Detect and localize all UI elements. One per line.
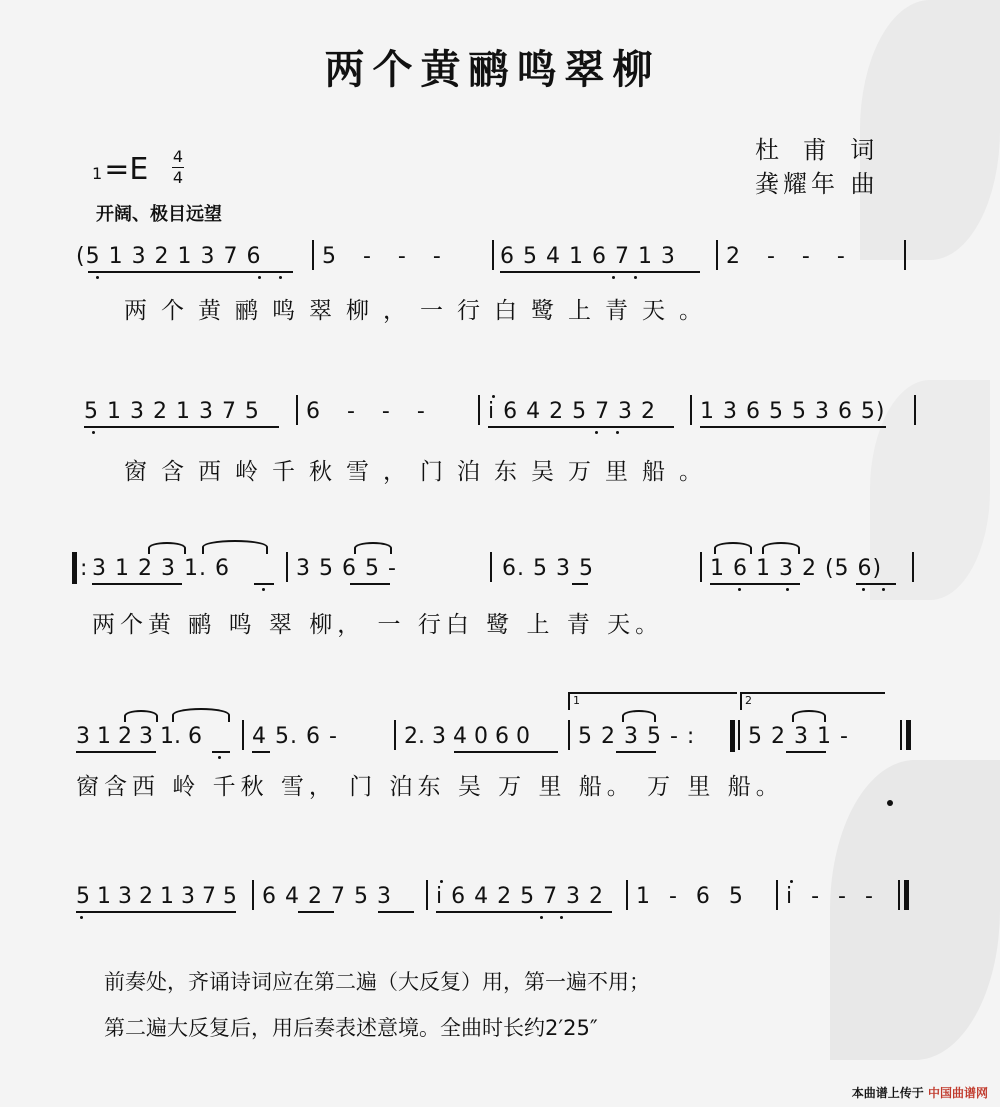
slur: [622, 710, 656, 722]
site-logo-text: 中国曲谱网: [927, 1086, 988, 1100]
measure-11: 6. 5 3 5: [502, 556, 594, 581]
final-barline: [898, 880, 900, 910]
underline-beam: [84, 426, 279, 428]
low-octave-dot: [540, 916, 543, 919]
high-octave-dot: [790, 880, 793, 883]
underline-beam: [700, 426, 886, 428]
barline: [568, 720, 570, 750]
low-octave-dot: [862, 588, 865, 591]
underline-beam: [76, 751, 156, 753]
barline: [490, 552, 492, 582]
low-octave-dot: [612, 276, 615, 279]
composer-credit: 龚耀年 曲: [755, 170, 879, 198]
slur: [354, 542, 392, 554]
underline-beam: [350, 583, 390, 585]
measure-2: 5 - - -: [322, 244, 451, 269]
slur: [714, 542, 752, 554]
measure-6: 6 - - -: [306, 399, 435, 424]
low-octave-dot: [595, 431, 598, 434]
slur: [172, 708, 230, 722]
repeat-end-barline: [730, 720, 735, 752]
slur: [124, 710, 158, 722]
slur: [202, 540, 268, 554]
underline-beam: [76, 911, 236, 913]
measure-9: 3 1 2 3 1. 6: [92, 556, 230, 581]
final-barline: [904, 880, 909, 910]
barline: [286, 552, 288, 582]
underline-beam: [572, 583, 588, 585]
slur: [792, 710, 826, 722]
underline-beam: [88, 271, 293, 273]
background-leaf-decoration: [870, 380, 990, 600]
lyrics-line-4: 窗含西 岭 千秋 雪， 门 泊东 吴 万 里 船。 万 里 船。: [76, 774, 784, 800]
slur: [148, 542, 186, 554]
barline: [904, 240, 906, 270]
underline-beam: [786, 751, 826, 753]
barline: [626, 880, 628, 910]
measure-8: 1 3 6 5 5 3 6 5): [700, 399, 886, 424]
low-octave-dot: [262, 588, 265, 591]
measure-14: 4 5. 6 -: [252, 724, 338, 749]
underline-beam: [378, 911, 414, 913]
low-octave-dot: [786, 588, 789, 591]
low-octave-dot: [738, 588, 741, 591]
high-octave-dot: [492, 395, 495, 398]
measure-16: 5 2 3 5 - :: [578, 724, 696, 749]
lyrics-line-3: 两个黄 鹂 鸣 翠 柳， 一 行白 鹭 上 青 天。: [92, 612, 664, 638]
barline: [738, 720, 740, 750]
underline-beam: [454, 751, 558, 753]
barline: [426, 880, 428, 910]
lyrics-line-2: 窗含西岭千秋雪，门泊东吴万里船。: [124, 459, 716, 485]
background-leaf-decoration: [830, 760, 1000, 1060]
measure-18: 5 1 3 2 1 3 7 5: [76, 884, 237, 909]
underline-beam: [252, 751, 270, 753]
ending-dot: [887, 800, 893, 806]
measure-21: 1 - 6 5: [636, 884, 749, 909]
measure-13: 3 1 2 3 1. 6: [76, 724, 202, 749]
underline-beam: [298, 911, 334, 913]
repeat-start-barline: [72, 552, 77, 584]
measure-19: 6 4 2 7 5 3: [262, 884, 392, 909]
underline-beam: [710, 583, 800, 585]
slur: [762, 542, 800, 554]
low-octave-dot: [80, 916, 83, 919]
barline: [394, 720, 396, 750]
performance-note-1: 前奏处，齐诵诗词应在第二遍（大反复）用，第一遍不用；: [104, 970, 650, 994]
barline: [296, 395, 298, 425]
underline-beam: [92, 583, 182, 585]
key-signature: 1=E: [92, 152, 149, 187]
measure-3: 6 5 4 1 6 7 1 3: [500, 244, 676, 269]
song-title: 两个黄鹂鸣翠柳: [324, 46, 661, 93]
performance-note-2: 第二遍大反复后，用后奏表述意境。全曲时长约2′25″: [104, 1016, 598, 1040]
lyricist-credit: 杜 甫 词: [755, 136, 883, 164]
underline-beam: [500, 271, 700, 273]
final-barline: [900, 720, 902, 750]
barline: [700, 552, 702, 582]
barline: [478, 395, 480, 425]
low-octave-dot: [882, 588, 885, 591]
tempo-marking: 开阔、极目远望: [96, 204, 222, 225]
barline: [776, 880, 778, 910]
measure-7: i 6 4 2 5 7 3 2: [488, 399, 657, 424]
measure-17: 5 2 3 1 -: [748, 724, 849, 749]
lyrics-line-1: 两个黄鹂鸣翠柳，一行白鹭上青天。: [124, 298, 716, 324]
low-octave-dot: [634, 276, 637, 279]
underline-beam: [856, 583, 896, 585]
barline: [690, 395, 692, 425]
measure-15: 2. 3 4 0 6 0: [404, 724, 530, 749]
volta-2: 2: [740, 692, 885, 710]
barline: [912, 552, 914, 582]
low-octave-dot: [92, 431, 95, 434]
low-octave-dot: [258, 276, 261, 279]
barline: [312, 240, 314, 270]
upload-source-footer: 本曲谱上传于 中国曲谱网: [851, 1086, 988, 1100]
barline: [252, 880, 254, 910]
underline-beam: [212, 751, 230, 753]
measure-5: 5 1 3 2 1 3 7 5: [84, 399, 260, 424]
low-octave-dot: [96, 276, 99, 279]
barline: [716, 240, 718, 270]
time-signature: 4 4: [172, 147, 184, 187]
barline: [914, 395, 916, 425]
measure-10: 3 5 6 5 -: [296, 556, 397, 581]
low-octave-dot: [560, 916, 563, 919]
high-octave-dot: [440, 880, 443, 883]
low-octave-dot: [218, 756, 221, 759]
underline-beam: [254, 583, 274, 585]
barline: [492, 240, 494, 270]
underline-beam: [436, 911, 612, 913]
underline-beam: [616, 751, 656, 753]
underline-beam: [488, 426, 674, 428]
barline: [242, 720, 244, 750]
measure-20: i 6 4 2 5 7 3 2: [436, 884, 605, 909]
volta-1: 1: [568, 692, 737, 710]
measure-12: 1 6 1 3 2 (5 6): [710, 556, 883, 581]
measure-22: i - - -: [786, 884, 879, 909]
measure-1: (5 1 3 2 1 3 7 6: [76, 244, 262, 269]
low-octave-dot: [616, 431, 619, 434]
low-octave-dot: [279, 276, 282, 279]
measure-4: 2 - - -: [726, 244, 855, 269]
repeat-dots: :: [80, 556, 89, 581]
final-barline: [906, 720, 911, 750]
